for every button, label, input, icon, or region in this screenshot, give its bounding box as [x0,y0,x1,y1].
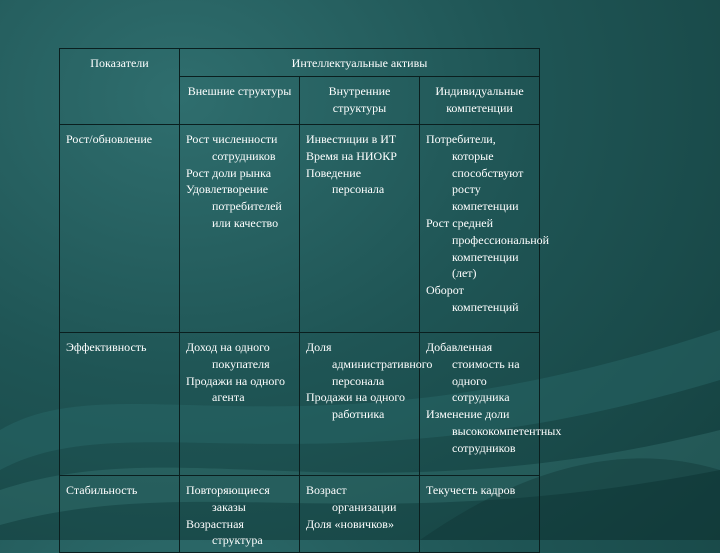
cell-efficiency-internal [300,333,433,476]
cell-stability-individual [420,476,540,553]
cell-stability-internal [300,476,420,553]
cell-line: Потребители, которые способствуют росту компетенции [426,132,524,214]
table-row [60,476,540,553]
cell-stability-external [180,476,300,553]
header-indicators: Показатели [60,49,180,125]
cell-line: Возрастная структура [186,516,263,548]
cell-line: Текучесть кадров [426,483,516,497]
cell-line: Рост доли рынка [186,165,272,180]
indicators-table [59,48,562,553]
table-row [60,125,540,333]
header-internal-structures: Внутренние структуры [300,77,420,125]
cell-line: Время на НИОКР [306,148,397,163]
cell-line: Повторяющиеся заказы [186,483,270,514]
cell-growth-external [180,125,300,333]
cell-line: Доход на одного покупателя [186,340,270,371]
cell-growth-internal [300,125,420,333]
cell-line: Инвестиции в ИТ [306,132,397,146]
cell-line: Изменение доли высококомпетентных сотрудников [426,407,562,455]
row-label-efficiency: Эффективность [60,333,180,476]
cell-efficiency-external [180,333,300,476]
cell-line: Оборот компетенций [426,283,519,314]
cell-line: Доля административного персонала [306,340,433,388]
cell-line: Рост средней профессиональной компетенции (лет) [426,215,550,281]
cell-line: Поведение персонала [306,165,385,197]
cell-line: Продажи на одного агента [186,373,286,405]
cell-line: Возраст организации [306,483,397,514]
cell-growth-individual [420,125,550,333]
table-row [60,333,540,476]
cell-line: Добавленная стоимость на одного сотрудника [426,340,520,405]
cell-efficiency-individual [420,333,562,476]
table-header-row [60,49,540,77]
header-individual-competencies: Индивидуальные компетенции [420,77,540,125]
header-external-structures: Внешние структуры [180,77,300,125]
cell-line: Продажи на одного работника [306,390,406,422]
cell-line: Доля «новичков» [306,516,394,531]
row-label-stability: Стабильность [60,476,180,553]
row-label-growth: Рост/обновление [60,125,180,333]
cell-line: Рост численности сотрудников [186,132,278,163]
cell-line: Удовлетворение потребителей или качество [186,182,282,230]
header-intellectual-assets: Интеллектуальные активы [180,49,540,77]
